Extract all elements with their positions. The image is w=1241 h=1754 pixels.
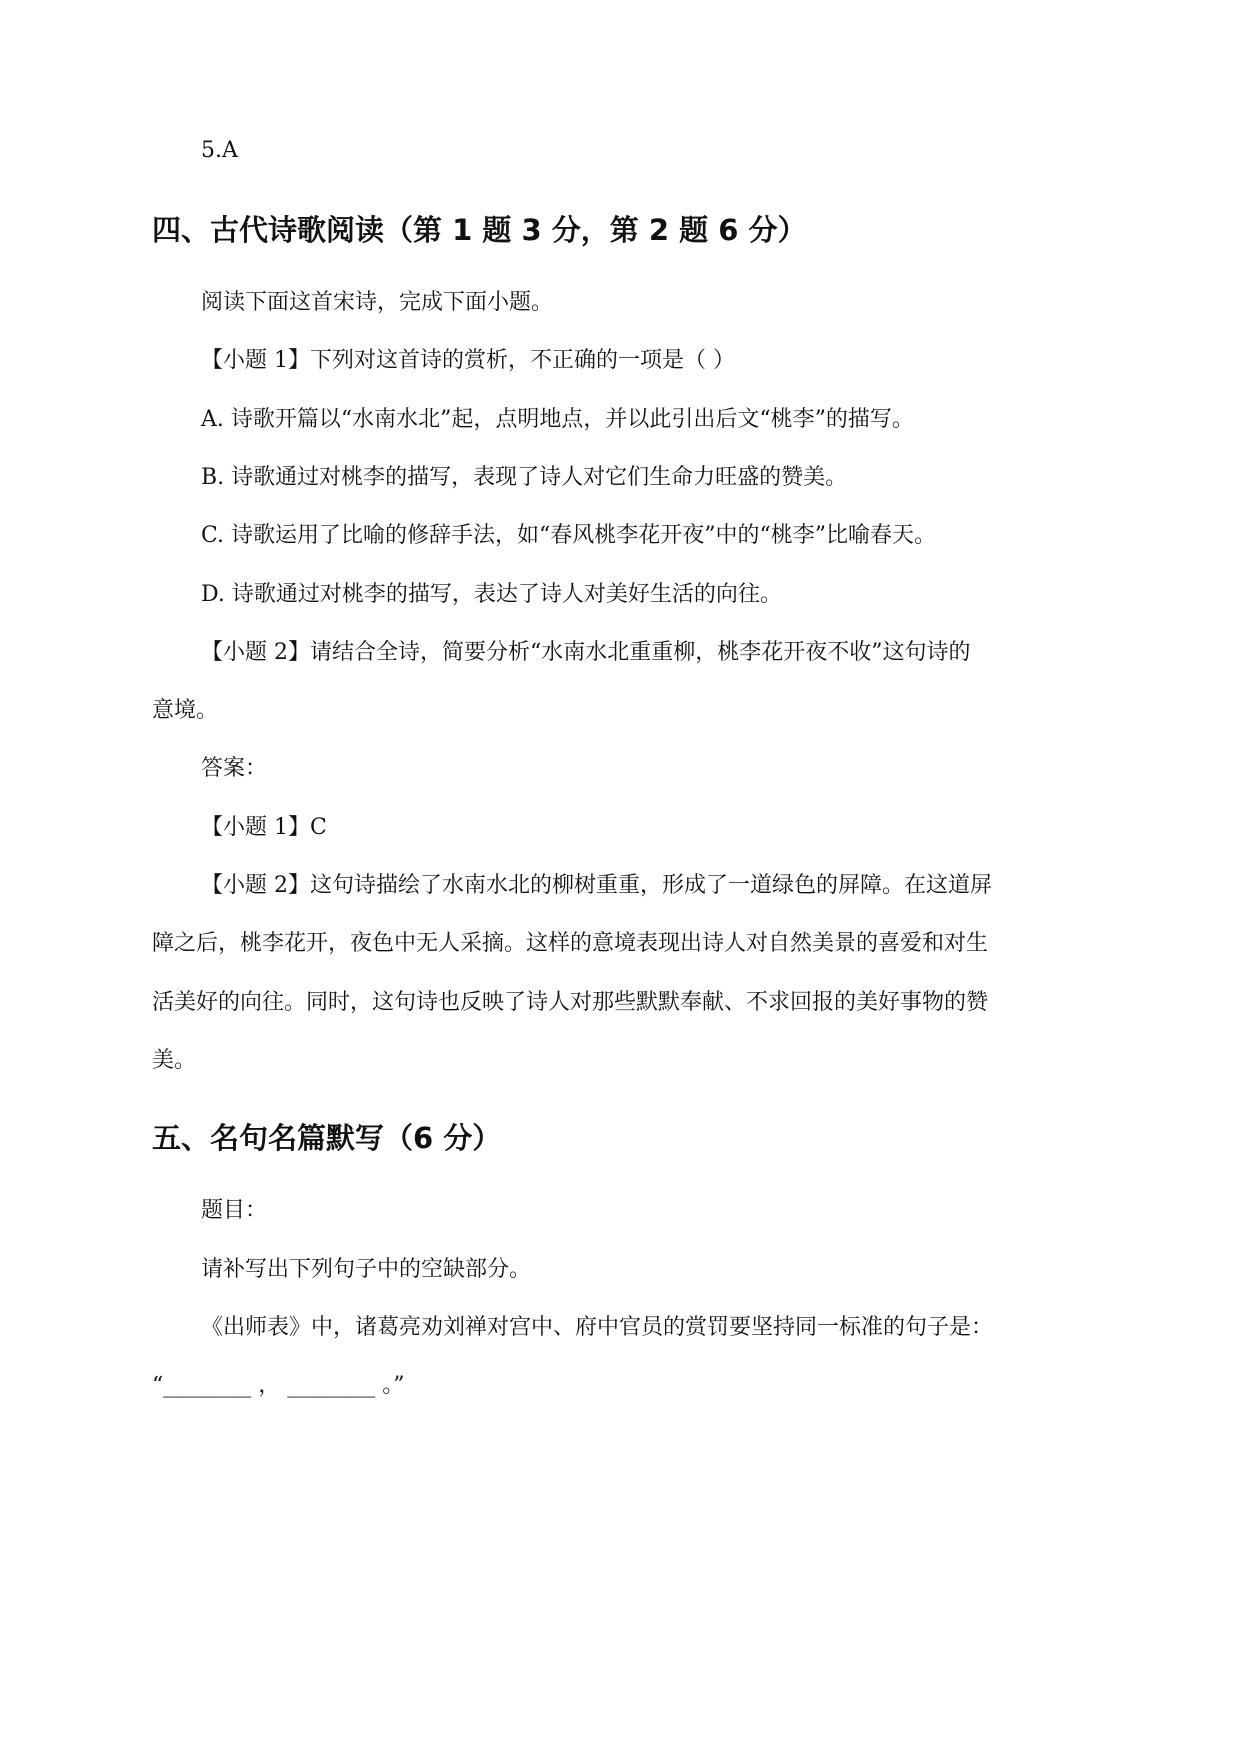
question-chushi-line-1: 《出师表》中，诸葛亮劝刘禅对宫中、府中官员的赏罚要坚持同一标准的句子是： [201, 1315, 994, 1340]
answer-2-line-4: 美。 [152, 1048, 197, 1073]
answer-5: 5.A [201, 138, 238, 163]
answer-2-line-2: 障之后，桃李花开，夜色中无人采摘。这样的意境表现出诗人对自然美景的喜爱和对生 [152, 931, 989, 956]
answer-2-line-1: 【小题 2】这句诗描绘了水南水北的柳树重重，形成了一道绿色的屏障。在这道屏 [201, 873, 992, 898]
option-b: B. 诗歌通过对桃李的描写，表现了诗人对它们生命力旺盛的赞美。 [201, 465, 848, 490]
question-chushi-line-2: “________ ， ________ 。” [152, 1373, 405, 1398]
option-a: A. 诗歌开篇以“水南水北”起，点明地点，并以此引出后文“桃李”的描写。 [201, 407, 914, 432]
answer-2-line-3: 活美好的向往。同时，这句诗也反映了诗人对那些默默奉献、不求回报的美好事物的赞 [152, 990, 989, 1015]
reading-intro: 阅读下面这首宋诗，完成下面小题。 [201, 290, 554, 315]
section-5-heading: 五、名句名篇默写（6 分） [152, 1121, 502, 1155]
section-4-heading: 四、古代诗歌阅读（第 1 题 3 分，第 2 题 6 分） [152, 213, 807, 247]
option-c: C. 诗歌运用了比喻的修辞手法，如“春风桃李花开夜”中的“桃李”比喻春天。 [201, 523, 937, 548]
question-2-line-1: 【小题 2】请结合全诗，简要分析“水南水北重重柳，桃李花开夜不收”这句诗的 [201, 640, 971, 665]
option-d: D. 诗歌通过对桃李的描写，表达了诗人对美好生活的向往。 [201, 582, 782, 607]
instruction: 请补写出下列句子中的空缺部分。 [201, 1257, 532, 1282]
answer-1: 【小题 1】C [201, 815, 327, 840]
question-1: 【小题 1】下列对这首诗的赏析，不正确的一项是（ ） [201, 348, 735, 373]
question-2-line-2: 意境。 [152, 698, 219, 723]
topic-label: 题目： [201, 1198, 268, 1223]
answer-label: 答案： [201, 756, 268, 781]
